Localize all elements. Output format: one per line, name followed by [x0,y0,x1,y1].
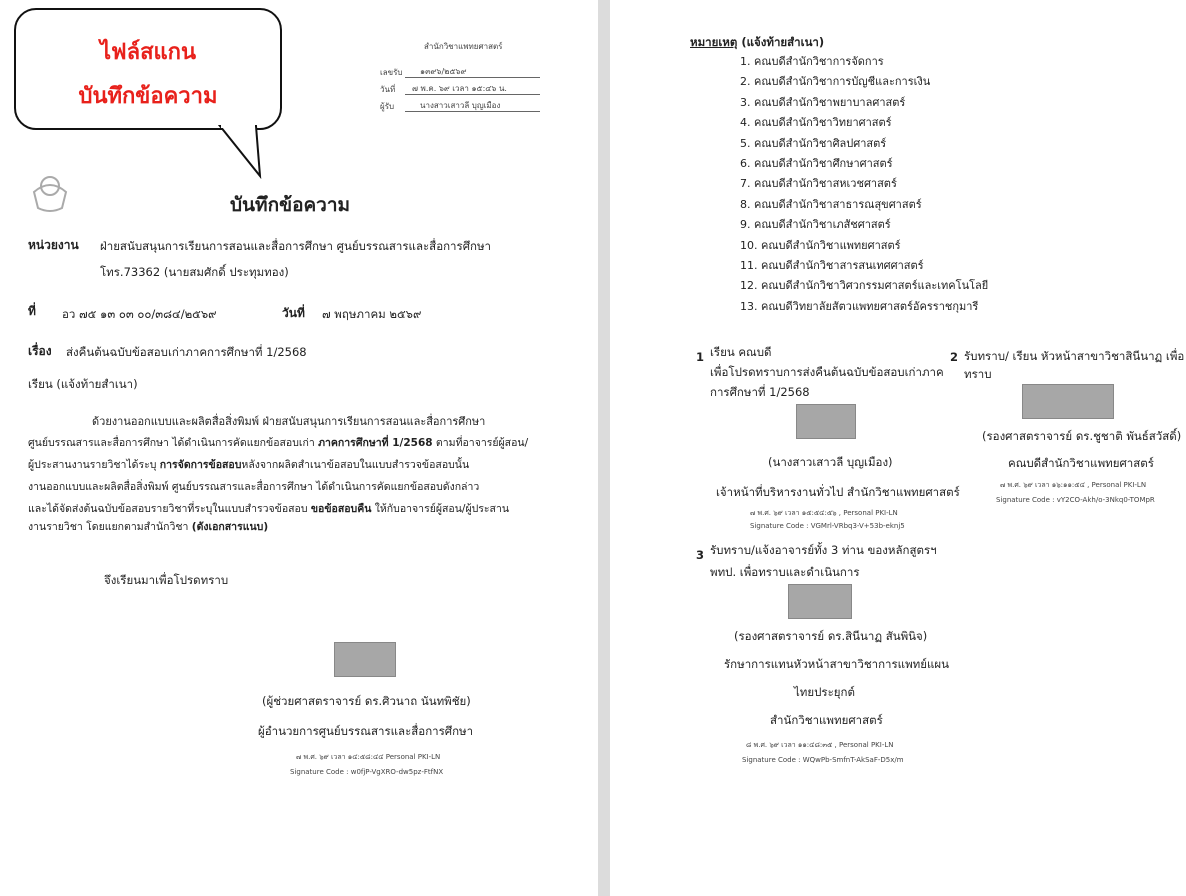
route-3-title-3: สำนักวิชาแพทยศาสตร์ [770,713,883,727]
route-2-name: (รองศาสตราจารย์ ดร.ชูชาติ พันธ์สวัสดิ์) [982,429,1182,443]
route-2-line-1: รับทราบ/ เรียน หัวหน้าสาขาวิชาสินีนาฏ เพื่อ [964,349,1185,363]
route-1-line-3: การศึกษาที่ 1/2568 [710,385,810,399]
dept-line-2: โทร.73362 (นายสมศักดิ์ ประทุมทอง) [100,265,289,279]
route-3-stamp: ๘ พ.ศ. ๖๙ เวลา ๑๑:๔๘:๓๕ , Personal PKI-LN [746,741,894,749]
notes-list-item: 3. คณบดีสำนักวิชาพยาบาลศาสตร์ [740,95,906,109]
receipt-no-label: เลขรับ [380,68,403,77]
subject-label: เรื่อง [28,344,52,358]
callout-line-2: บันทึกข้อความ [78,84,218,109]
route-2-line-2: ทราบ [964,367,992,381]
notes-list-item: 1. คณบดีสำนักวิชาการจัดการ [740,55,884,68]
route-2-signature-redacted [1022,384,1114,419]
receipt-date-value: ๗ พ.ค. ๖๙ เวลา ๑๕:๔๖ น. [412,84,507,93]
receipt-no-value: ๑๓๙๖/๒๕๖๙ [420,67,467,76]
to-line: เรียน (แจ้งท้ายสำเนา) [28,377,138,391]
para-line-5: และได้จัดส่งต้นฉบับข้อสอบรายวิชาที่ระบุในแบบสำรวจข้อสอบ ขอข้อสอบคืน ให้กับอาจารย์ผู้สอน/ผู้ประสาน [28,503,510,515]
signer-name: (ผู้ช่วยศาสตราจารย์ ดร.ศิวนาถ นันทพิชัย) [262,694,471,708]
notes-list-item: 10. คณบดีสำนักวิชาแพทยศาสตร์ [740,238,901,252]
memo-page-2 [610,0,1186,896]
route-3-number: 3 [696,548,705,562]
memo-date-label: วันที่ [282,306,305,320]
notes-list-item: 12. คณบดีสำนักวิชาวิศวกรรมศาสตร์และเทคโนโลยี [740,279,989,293]
notes-list-item: 6. คณบดีสำนักวิชาศึกษาศาสตร์ [740,157,893,170]
para-line-1: ด้วยงานออกแบบและผลิตสื่อสิ่งพิมพ์ ฝ่ายสนับสนุนการเรียนการสอนและสื่อการศึกษา [92,415,486,428]
route-1-stamp: ๗ พ.ศ. ๖๙ เวลา ๑๕:๕๔:๕๖ , Personal PKI-LN [750,509,898,517]
para-line-3: ผู้ประสานงานรายวิชาได้ระบุ การจัดการข้อสอบหลังจากผลิตสำเนาข้อสอบในแบบสำรวจข้อสอบนั้น [28,459,470,471]
callout-tail [218,124,268,184]
notes-list-item: 7. คณบดีสำนักวิชาสหเวชศาสตร์ [740,177,897,191]
notes-list-item: 13. คณบดีวิทยาลัยสัตวแพทยศาสตร์อัครราชกุมารี [740,299,979,313]
route-1-title: เจ้าหน้าที่บริหารงานทั่วไป สำนักวิชาแพทยศาสตร์ [716,485,960,499]
closing-text: จึงเรียนมาเพื่อโปรดทราบ [104,573,229,587]
notes-list-item: 8. คณบดีสำนักวิชาสาธารณสุขศาสตร์ [740,197,922,211]
route-3-code: Signature Code : WQwPb-SmfnT-AkSaF-D5x/m [742,756,904,764]
garuda-emblem-icon [30,170,70,214]
signer-title: ผู้อำนวยการศูนย์บรรณสารและสื่อการศึกษา [258,724,474,738]
callout-bubble [14,8,282,130]
route-1-signature-redacted [796,404,856,439]
route-1-code: Signature Code : VGMrl-VRbq3-V+53b-eknj5 [750,522,905,530]
route-3-title-2: ไทยประยุกต์ [794,685,855,699]
notes-label: หมายเหตุ (แจ้งท้ายสำเนา) [690,35,825,49]
route-2-title: คณบดีสำนักวิชาแพทยศาสตร์ [1008,456,1154,470]
notes-list-item: 5. คณบดีสำนักวิชาศิลปศาสตร์ [740,136,887,150]
callout-line-1: ไฟล์สแกน [99,40,197,65]
para-line-6: งานรายวิชา โดยแยกตามสำนักวิชา (ดังเอกสารแนบ) [28,521,269,533]
receipt-date-label: วันที่ [380,85,396,94]
subject-value: ส่งคืนต้นฉบับข้อสอบเก่าภาคการศึกษาที่ 1/2568 [66,345,307,359]
route-3-signature-redacted [788,584,852,619]
route-1-name: (นางสาวเสาวลี บุญเมือง) [768,455,893,469]
notes-list-item: 4. คณบดีสำนักวิชาวิทยาศาสตร์ [740,116,892,130]
receipt-receiver-value: นางสาวเสาวลี บุญเมือง [420,101,501,110]
route-3-line-2: พทป. เพื่อทราบและดำเนินการ [710,565,860,579]
route-3-title-1: รักษาการแทนหัวหน้าสาขาวิชาการแพทย์แผน [724,657,950,671]
receipt-receiver-label: ผู้รับ [380,102,395,111]
route-3-line-1: รับทราบ/แจ้งอาจารย์ทั้ง 3 ท่าน ของหลักสูตรฯ [710,543,937,557]
signer-stamp: ๗ พ.ศ. ๖๙ เวลา ๑๔:๕๘:๔๔ Personal PKI-LN [296,753,441,761]
route-2-code: Signature Code : vY2CO-Akh/o-3Nkq0-TOMpR [996,496,1155,504]
route-2-number: 2 [950,350,959,364]
route-1-line-2: เพื่อโปรดทราบการส่งคืนต้นฉบับข้อสอบเก่าภาค [710,365,944,379]
route-3-name: (รองศาสตราจารย์ ดร.สินีนาฏ สันพินิจ) [734,629,928,643]
signer-code: Signature Code : w0fjP-VgXRO-dw5pz-FtfNX [290,768,444,776]
route-2-stamp: ๗ พ.ศ. ๖๙ เวลา ๑๖:๑๑:๕๔ , Personal PKI-LN [1000,481,1147,489]
memo-title: บันทึกข้อความ [230,194,351,216]
route-1-number: 1 [696,350,705,364]
signature-redacted [334,642,396,677]
ref-label: ที่ [28,304,36,318]
para-line-2: ศูนย์บรรณสารและสื่อการศึกษา ได้ดำเนินการคัดแยกข้อสอบเก่า ภาคการศึกษาที่ 1/2568 ตามที่อาจารย์ผู้สอน/ [28,437,529,449]
notes-list-item: 2. คณบดีสำนักวิชาการบัญชีและการเงิน [740,75,931,89]
dept-line-1: ฝ่ายสนับสนุนการเรียนการสอนและสื่อการศึกษา ศูนย์บรรณสารและสื่อการศึกษา [100,239,491,253]
memo-date-value: ๗ พฤษภาคม ๒๕๖๙ [322,307,422,321]
notes-list-item: 9. คณบดีสำนักวิชาเภสัชศาสตร์ [740,218,891,232]
receipt-office: สำนักวิชาแพทยศาสตร์ [424,42,503,51]
notes-list-item: 11. คณบดีสำนักวิชาสารสนเทศศาสตร์ [740,259,924,272]
dept-label: หน่วยงาน [28,238,79,252]
para-line-4: งานออกแบบและผลิตสื่อสิ่งพิมพ์ ศูนย์บรรณสารและสื่อการศึกษา ได้ดำเนินการคัดแยกข้อสอบดังกล่าว [28,481,480,493]
ref-value: อว ๗๕ ๑๓ ๐๓ ๐๐/๓๘๔/๒๕๖๙ [62,307,217,321]
route-1-line-1: เรียน คณบดี [710,345,772,359]
